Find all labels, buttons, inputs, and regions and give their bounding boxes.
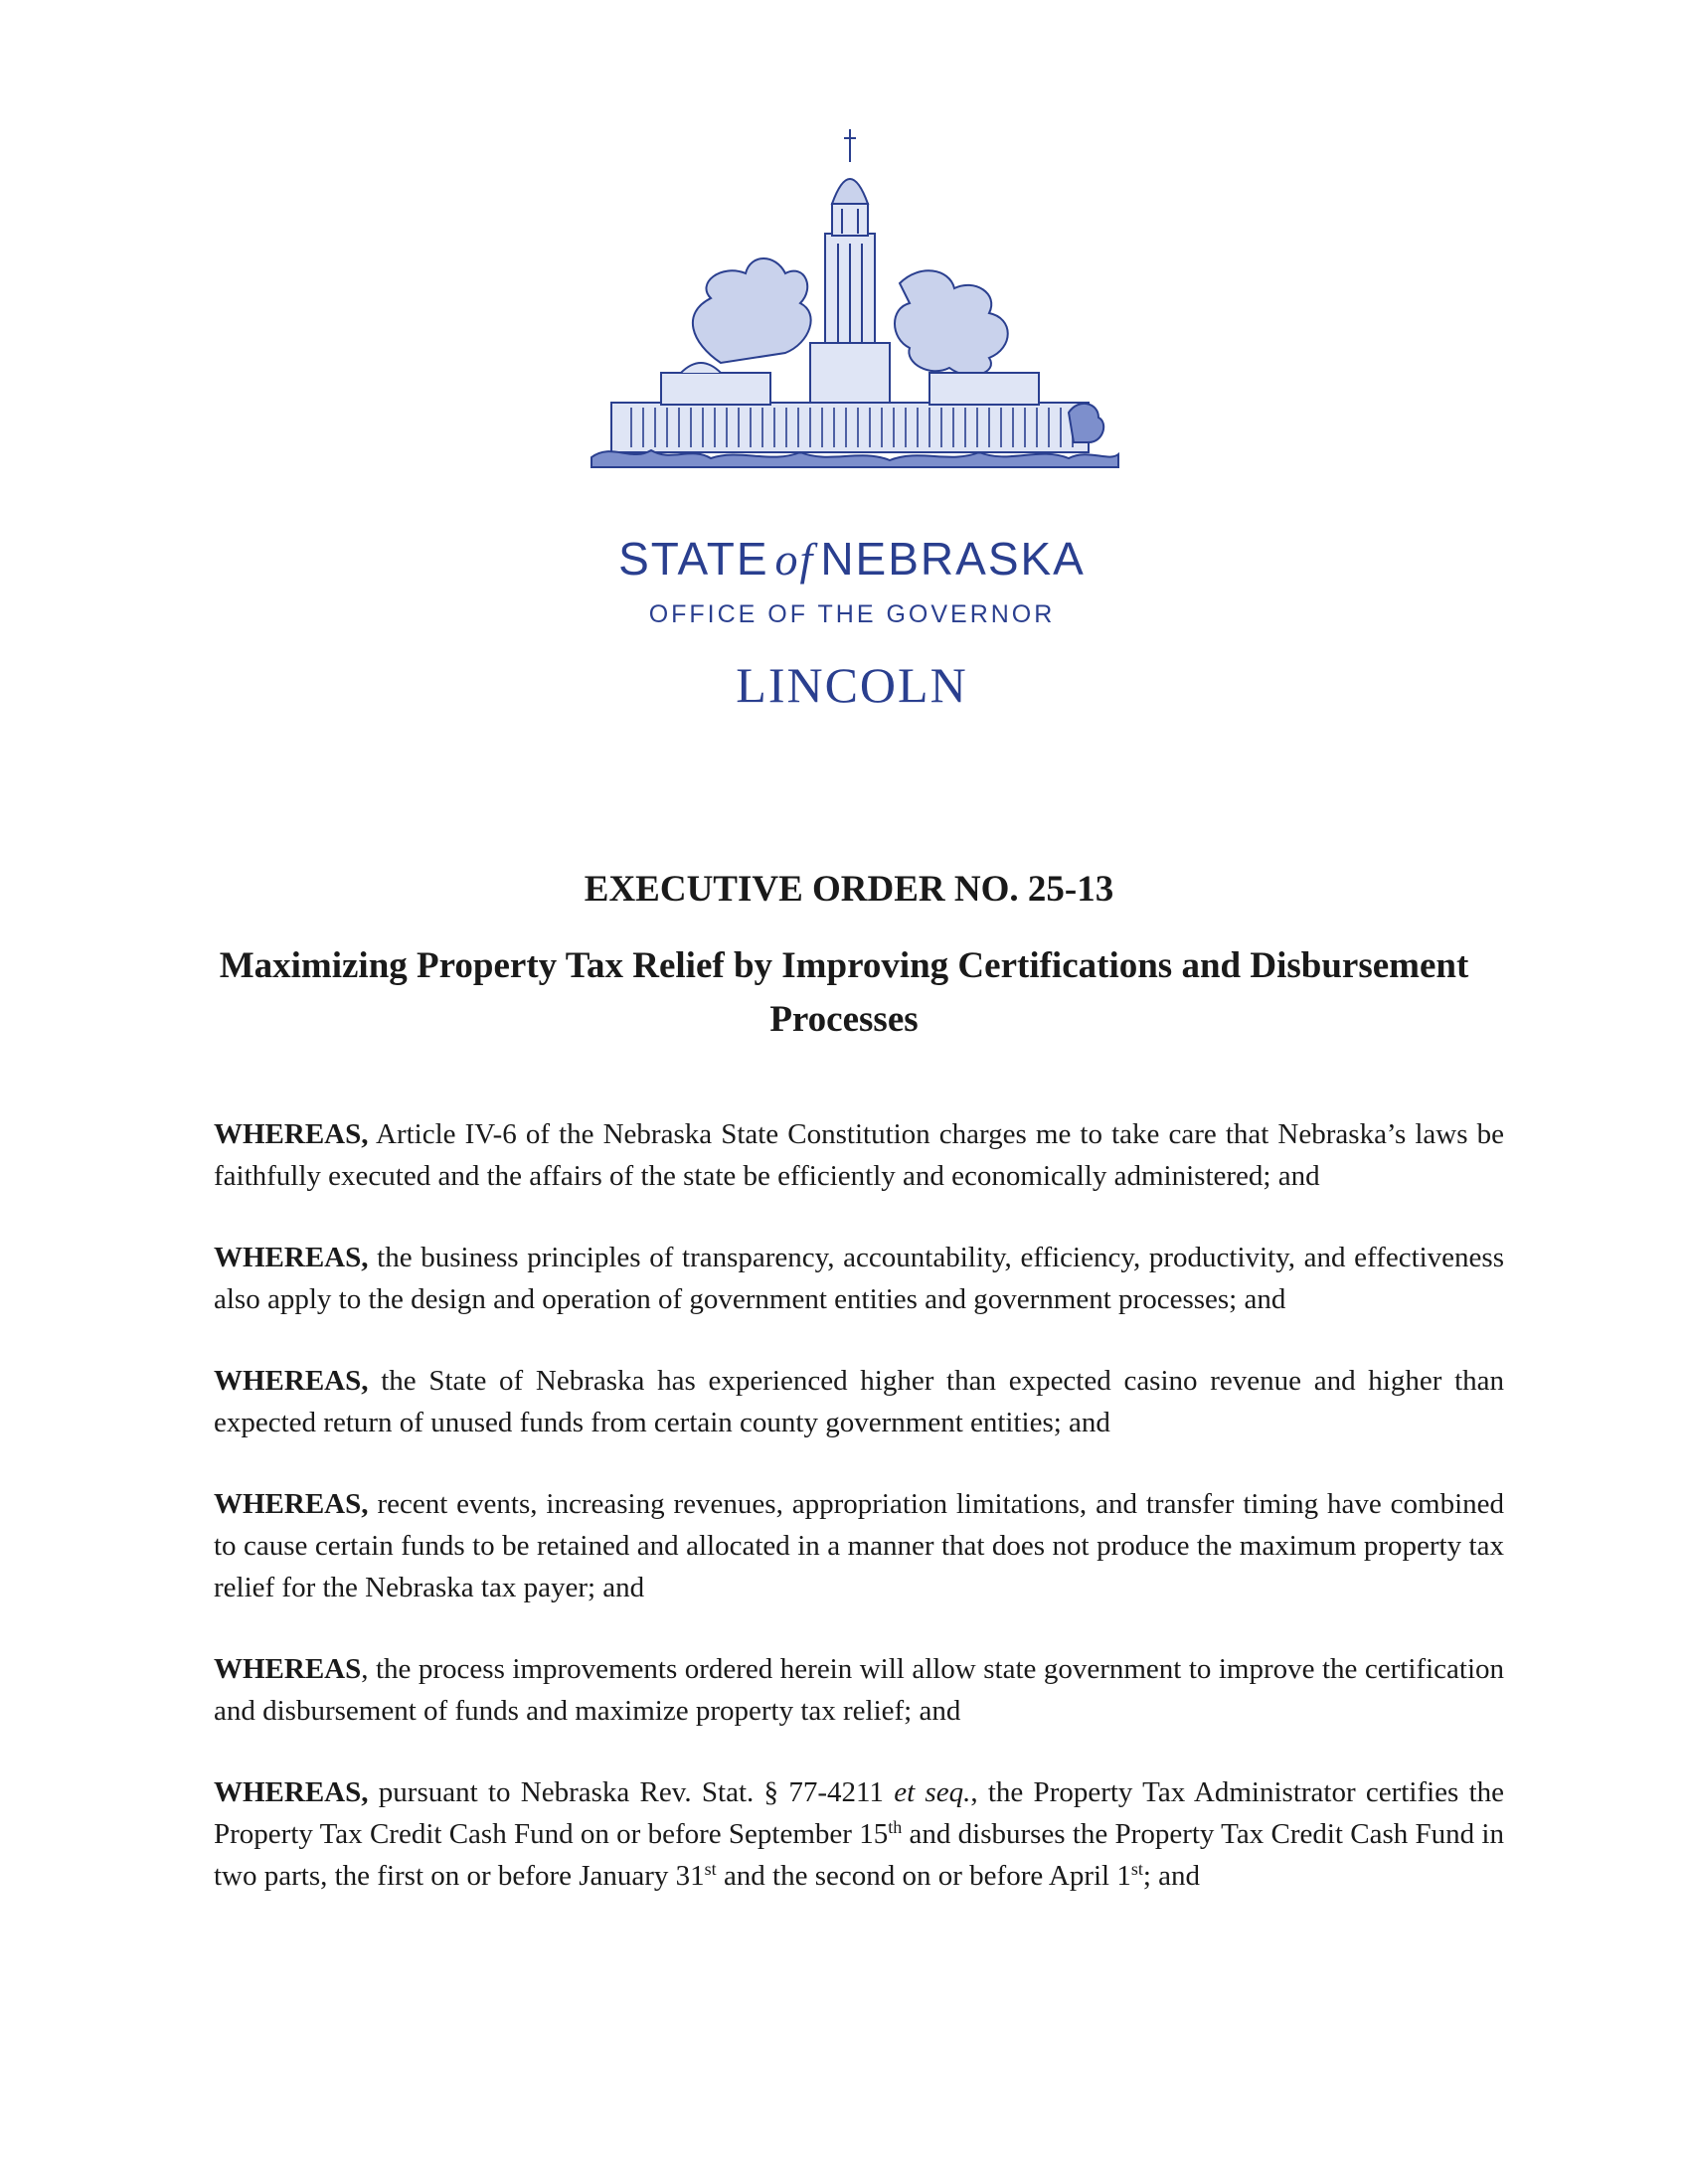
paragraph-text: the business principles of transparency, accountability, efficiency, productivity, and effectiveness also apply to the design and operation of government entities and government processes; and — [214, 1242, 1505, 1315]
whereas-paragraph — [214, 1113, 1504, 1197]
whereas-paragraph — [214, 1237, 1504, 1320]
dome — [832, 179, 868, 204]
ordinal-suffix: st — [704, 1859, 717, 1879]
paragraph-text: ; and — [1142, 1860, 1201, 1892]
paragraph-text: the State of Nebraska has experienced higher than expected casino revenue and higher than expected return of unused funds from certain county government entities; and — [214, 1365, 1505, 1438]
letterhead-state — [8, 532, 1688, 586]
capitol-seal-illustration — [572, 114, 1128, 502]
whereas-lead: WHEREAS, — [214, 1365, 369, 1397]
document-body — [214, 1113, 1504, 1936]
order-number: EXECUTIVE ORDER NO. 25-13 — [584, 869, 1114, 910]
paragraph-text: , the Property Tax Administrator certifies the Property Tax Credit Cash Fund on or before September 15 — [214, 1776, 1504, 1850]
tree-left — [693, 258, 811, 363]
ordinal-suffix: th — [888, 1817, 903, 1837]
order-title: Maximizing Property Tax Relief by Improving Certifications and Disbursement Processes — [219, 945, 1469, 1040]
whereas-lead: WHEREAS, — [214, 1488, 369, 1520]
whereas-paragraph — [214, 1483, 1504, 1608]
whereas-lead: WHEREAS, — [214, 1118, 369, 1150]
paragraph-text: recent events, increasing revenues, appropriation limitations, and transfer timing have combined to cause certain funds to be retained and allocated in a manner that does not produce the maximum property tax relief for the Nebraska tax payer; and — [214, 1488, 1504, 1603]
paragraph-text-italic: et seq. — [894, 1776, 971, 1808]
whereas-paragraph — [214, 1360, 1504, 1443]
whereas-paragraph — [214, 1648, 1504, 1732]
whereas-lead: WHEREAS, — [214, 1242, 369, 1273]
whereas-lead: WHEREAS — [214, 1653, 362, 1685]
letterhead-city: LINCOLN — [736, 657, 968, 713]
letterhead-office: OFFICE OF THE GOVERNOR — [648, 600, 1056, 628]
building-base — [611, 403, 1089, 452]
whereas-lead: WHEREAS, — [214, 1776, 369, 1808]
paragraph-text: pursuant to Nebraska Rev. Stat. § 77-4211 — [378, 1776, 884, 1808]
whereas-paragraph — [214, 1771, 1504, 1897]
paragraph-text: and the second on or before April 1 — [716, 1860, 1131, 1892]
letterhead-state-prefix: STATE — [618, 533, 769, 585]
tree-right — [895, 270, 1008, 375]
paragraph-text: and disburses the Property Tax Credit Cash Fund in two parts, the first on or before January 31 — [214, 1818, 1504, 1892]
letterhead-of: of — [774, 534, 815, 585]
ordinal-suffix: st — [1130, 1859, 1143, 1879]
letterhead-state-name: NEBRASKA — [820, 533, 1086, 585]
paragraph-text: Article IV-6 of the Nebraska State Constitution charges me to take care that Nebraska’s laws be faithfully executed and the affairs of the state be efficiently and economically administered; and — [214, 1118, 1504, 1192]
paragraph-text: , the process improvements ordered herein will allow state government to improve the certification and disbursement of funds and maximize property tax relief; and — [214, 1653, 1504, 1727]
